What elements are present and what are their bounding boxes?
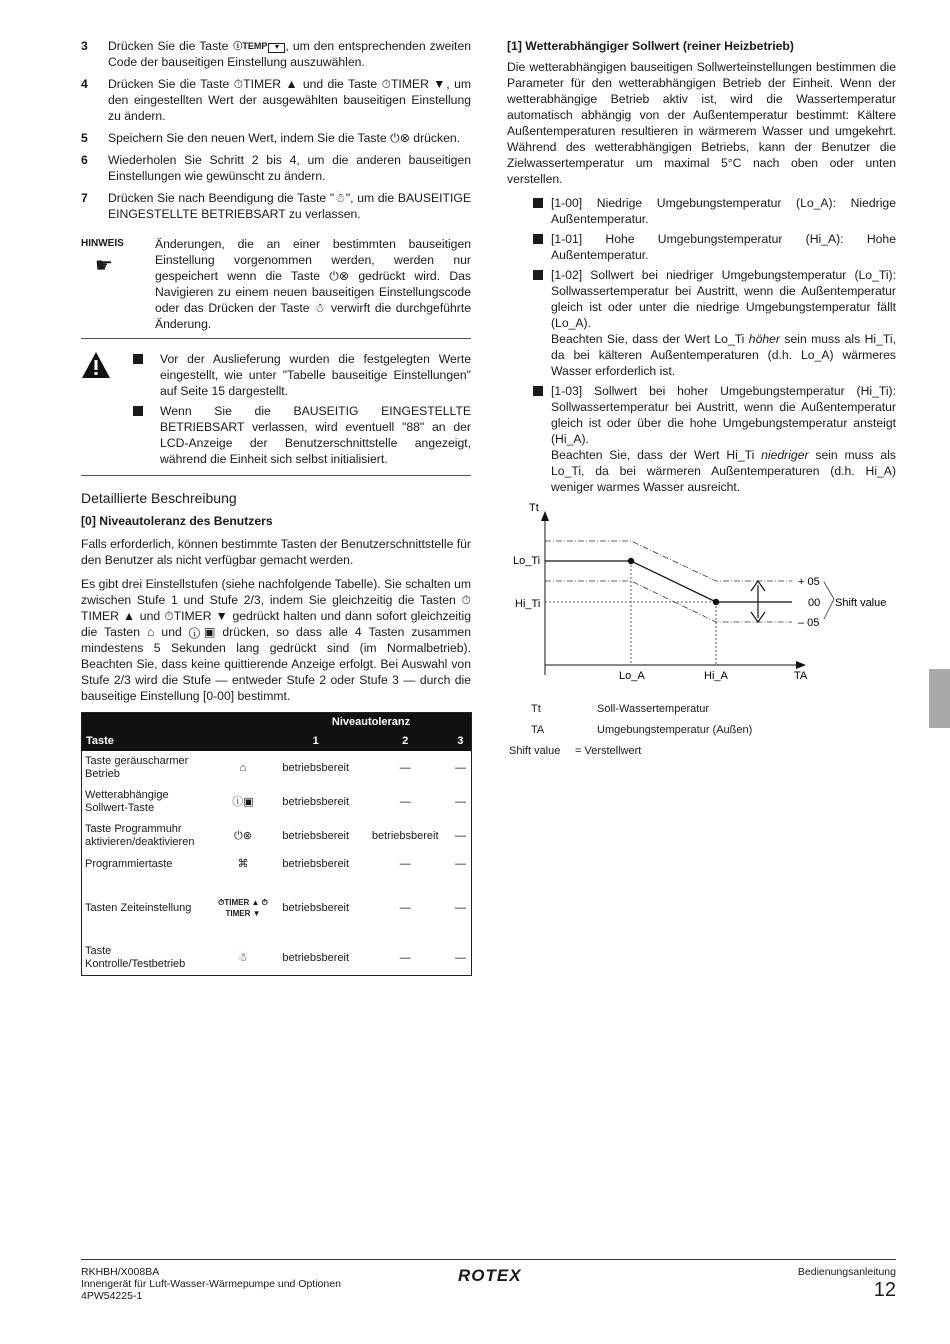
x-axis-label: TA bbox=[794, 670, 808, 682]
table-row: Taste geräuscharmer Betrieb ⌂ betriebsbereit — — bbox=[82, 751, 472, 785]
table-row: Taste Programmuhr aktivieren/deaktivieren ⏻⊗ betriebsbereit betriebsbereit — bbox=[82, 819, 472, 853]
temp-key-icon: ⓘTEMP bbox=[233, 41, 268, 51]
chapter-tab bbox=[929, 669, 950, 728]
bullet-icon bbox=[133, 406, 143, 416]
step-text: Wiederholen Sie Schritt 2 bis 4, um die anderen bauseitigen Einstellungen wie gewünscht zu ändern. bbox=[108, 153, 471, 183]
column-header: 2 bbox=[402, 735, 409, 747]
table-row: Taste Kontrolle/Testbetrieb ☃ betriebsbereit — — bbox=[82, 941, 472, 976]
shift-value-label: Shift value bbox=[835, 597, 887, 609]
step-5 bbox=[81, 130, 471, 146]
timer-keys-icon: ⏱TIMER ▲ ⏱TIMER ▼ bbox=[218, 898, 268, 918]
timer-toggle-icon: ⏻⊗ bbox=[234, 829, 252, 842]
column-header: 3 bbox=[457, 735, 464, 747]
table-row: Tasten Zeiteinstellung ⏱TIMER ▲ ⏱TIMER ▼ betriebsbereit — — bbox=[82, 875, 472, 941]
step-number: 6 bbox=[81, 153, 88, 167]
x-tick-label: Hi_A bbox=[704, 670, 728, 682]
subsection-title: [1] Wetterabhängiger Sollwert (reiner Heizbetrieb) bbox=[507, 39, 794, 53]
column-header: 1 bbox=[312, 735, 319, 747]
footer-right: Bedienungsanleitung 12 bbox=[797, 1266, 896, 1301]
paragraph: Die wetterabhängigen bauseitigen Sollwerteinstellungen bestimmen die Parameter für den wetterabhängigen Betrieb der Einheit. Wenn der wetterabhängige Betrieb aktiv ist, wird die Wassertemperatur automatisch abhängig von der Außentemperatur bestimmt: Kältere Außentemperaturen resultieren in wärmerem Wasser und umgekehrt. Während des wetterabhängigen Betriebs, kann der Benutzer die Zielwassertemperatur um maximal 5°C nach oben oder unten verstellen. bbox=[507, 60, 896, 186]
step-7 bbox=[81, 190, 471, 222]
paragraph: Falls erforderlich, können bestimmte Tasten der Benutzerschnittstelle für den Benutzer als nicht verfügbar gemacht werden. bbox=[81, 537, 471, 567]
step-4 bbox=[81, 76, 471, 124]
x-tick-label: Lo_A bbox=[619, 670, 645, 682]
step-text: Drücken Sie die Taste ⏱TIMER ▲ und die Taste ⏱TIMER ▼, um den eingestellten Wert der ausgewählten bauseitigen Einstellung zu ändern. bbox=[108, 77, 471, 123]
bullet-icon bbox=[533, 198, 543, 208]
step-number: 4 bbox=[81, 77, 88, 91]
warning-list bbox=[131, 351, 471, 471]
legend-row: Tt Soll-Wassertemperatur bbox=[531, 703, 710, 715]
guide-lines bbox=[545, 561, 716, 665]
shift-bracket bbox=[824, 582, 834, 619]
setting-list bbox=[507, 195, 896, 495]
data-point-hi bbox=[713, 599, 719, 605]
shift-band-lines bbox=[545, 541, 792, 622]
pointing-hand-icon: ☛ bbox=[95, 255, 113, 277]
bullet-icon bbox=[533, 234, 543, 244]
chart-legend bbox=[509, 699, 809, 762]
warning-box bbox=[81, 339, 471, 476]
y-tick-label: Lo_Ti bbox=[513, 555, 541, 567]
list-item: [1-03] Sollwert bei hoher Umgebungstemperatur (Hi_Ti): Sollwassertemperatur bei Austritt, wenn die Außentemperatur gleich ist oder über die hohe Umgebungstemperatur ansteigt (Hi_A). Beachten Sie, dass der Wert Hi_Ti niedriger sein muss als Lo_Ti, da bei wärmeren Außentemperaturen (d.h. Hi_A) weniger warmes Wasser ausreicht. bbox=[507, 383, 896, 495]
x-axis bbox=[545, 661, 806, 669]
subsection-title: [0] Niveautoleranz des Benutzers bbox=[81, 514, 273, 528]
weather-dependent-chart bbox=[500, 497, 900, 697]
page-footer bbox=[81, 1259, 896, 1302]
down-arrow-icon: ▼ bbox=[268, 43, 285, 53]
left-column bbox=[81, 38, 471, 976]
section-title: Detaillierte Beschreibung bbox=[81, 490, 237, 506]
table-row: Programmiertaste ⌘ betriebsbereit — — bbox=[82, 853, 472, 875]
bullet-icon bbox=[533, 270, 543, 280]
quiet-mode-icon: ⌂ bbox=[239, 761, 247, 774]
legend-row: Shift value = Verstellwert bbox=[509, 745, 642, 757]
step-text: Drücken Sie die Taste ⓘTEMP ▼ , um den entsprechenden zweiten Code der bauseitigen Einstellung auszuwählen. bbox=[108, 39, 472, 69]
rotex-logo: ROTEX bbox=[458, 1266, 522, 1285]
list-item: Vor der Auslieferung wurden die festgelegten Werte eingestellt, wie unter "Tabelle bauseitige Einstellungen" auf Seite 15 dargestellt. bbox=[131, 351, 471, 399]
table-group-header: Niveautoleranz bbox=[331, 716, 411, 728]
step-number: 5 bbox=[81, 131, 88, 145]
shift-label-zero: 00 bbox=[808, 597, 821, 609]
column-header: Taste bbox=[86, 735, 114, 747]
weather-setpoint-icon: ⓘ▣ bbox=[232, 795, 254, 808]
data-point-lo bbox=[628, 558, 634, 564]
table-group-header-row bbox=[82, 713, 472, 733]
list-item: Wenn Sie die BAUSEITIG EINGESTELLTE BETRIEBSART verlassen, wird eventuell "88" an der LCD-Anzeige der Benutzerschnittstelle angezeigt, während die Einheit sich selbst initialisiert. bbox=[131, 403, 471, 467]
shift-label-plus: + 05 bbox=[798, 576, 820, 588]
programming-icon: ⌘ bbox=[237, 857, 249, 870]
page-number: 12 bbox=[873, 1279, 896, 1301]
level-table bbox=[81, 712, 472, 976]
step-6 bbox=[81, 152, 471, 184]
y-axis-label: Tt bbox=[529, 502, 539, 514]
footer-left: RKHBH/X008BA Innengerät für Luft-Wasser-Wärmepumpe und Optionen 4PW54225-1 bbox=[81, 1266, 341, 1302]
step-text: Speichern Sie den neuen Wert, indem Sie die Taste ⏻⊗ drücken. bbox=[108, 131, 461, 145]
list-item: [1-02] Sollwert bei niedriger Umgebungstemperatur (Lo_Ti): Sollwassertemperatur bei Austritt, wenn die Außentemperatur gleich ist oder unter die niedrige Umgebungstemperatur fällt (Lo_A). Beachten Sie, dass der Wert Lo_Ti höher sein muss als Hi_Ti, da bei kälteren Außentemperaturen (d.h. Lo_A) wärmeres Wasser erforderlich ist. bbox=[507, 267, 896, 379]
warning-triangle-icon bbox=[81, 351, 131, 471]
step-number: 3 bbox=[81, 39, 88, 53]
y-axis bbox=[541, 511, 549, 675]
table-header-row bbox=[82, 732, 472, 751]
y-tick-label: Hi_Ti bbox=[515, 598, 541, 610]
step-3 bbox=[81, 38, 471, 70]
note-text: Änderungen, die an einer bestimmten bauseitigen Einstellung vorgenommen werden, werden nur gespeichert wenn die Taste ⏻⊗ gedrückt wird. Das Navigieren zu einem neuen bauseitigen Einstellungscode oder das Drücken der Taste ☃ verwirft die durchgeführte Änderung. bbox=[155, 237, 471, 331]
note-label: HINWEIS ☛ bbox=[81, 236, 155, 332]
list-item: [1-00] Niedrige Umgebungstemperatur (Lo_A): Niedrige Außentemperatur. bbox=[507, 195, 896, 227]
step-text: Drücken Sie nach Beendigung die Taste "☃", um die BAUSEITIGE EINGESTELLTE BETRIEBSART zu verlassen. bbox=[108, 191, 471, 221]
paragraph: Es gibt drei Einstellstufen (siehe nachfolgende Tabelle). Sie schalten um zwischen Stufe 1 und Stufe 2/3, indem Sie gleichzeitig die Tasten ⏱TIMER ▲ und ⏱TIMER ▼ gedrückt halten und dann sofort gleichzeitig die Tasten ⌂ und ⓘ▣ drücken, so dass alle 4 Tasten zusammen mindestens 5 Sekunden lang gedrückt sind (im Normalbetrieb). Beachten Sie, dass keine quittierende Anzeige erfolgt. Bei Auswahl von Stufe 2/3 wird die Stufe — entweder Stufe 2 oder Stufe 3 — durch die bauseitige Einstellung [0-00] bestimmt. bbox=[81, 577, 471, 703]
test-key-icon: ☃ bbox=[238, 951, 248, 964]
right-column bbox=[507, 38, 896, 499]
bullet-icon bbox=[133, 354, 143, 364]
setpoint-line bbox=[545, 561, 792, 602]
bullet-icon bbox=[533, 386, 543, 396]
table-row: Wetterabhängige Sollwert-Taste ⓘ▣ betriebsbereit — — bbox=[82, 785, 472, 819]
shift-label-minus: – 05 bbox=[798, 617, 820, 629]
legend-row: TA Umgebungstemperatur (Außen) bbox=[531, 724, 753, 736]
note-box bbox=[81, 230, 471, 339]
list-item: [1-01] Hohe Umgebungstemperatur (Hi_A): Hohe Außentemperatur. bbox=[507, 231, 896, 263]
step-number: 7 bbox=[81, 191, 88, 205]
